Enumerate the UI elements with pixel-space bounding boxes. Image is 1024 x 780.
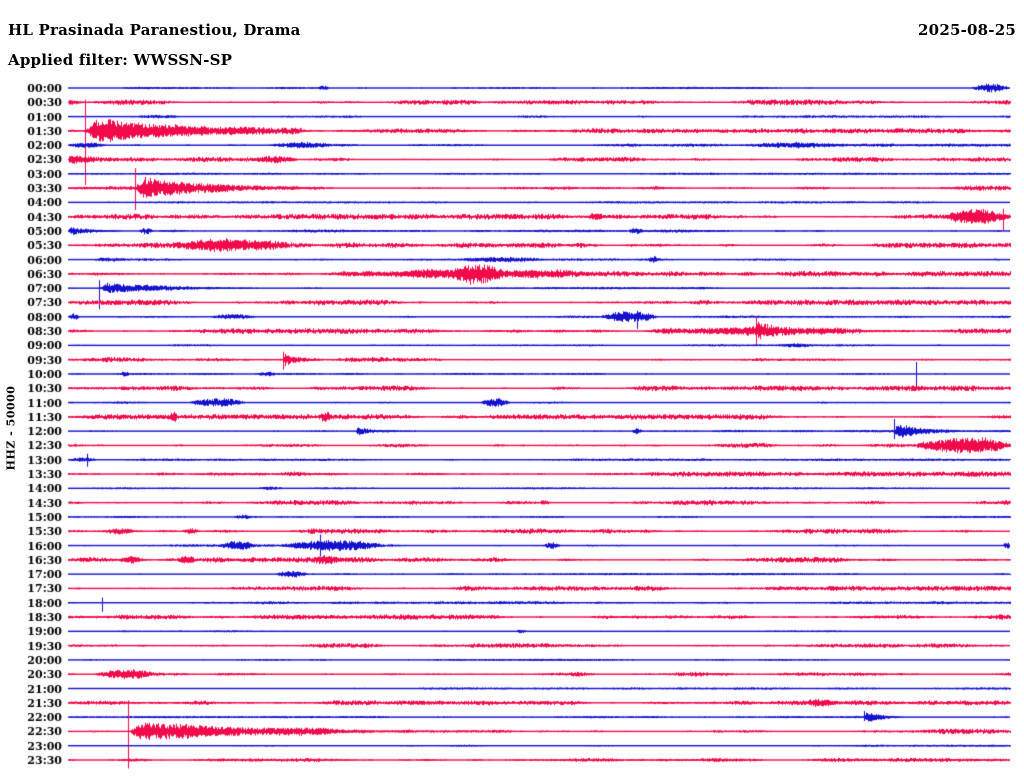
- report-date: 2025-08-25: [918, 21, 1016, 39]
- y-axis-label: HHZ - 50000: [4, 385, 18, 471]
- filter-label: Applied filter: WWSSN-SP: [8, 51, 233, 69]
- page-title: HL Prasinada Paranestiou, Drama: [8, 21, 301, 39]
